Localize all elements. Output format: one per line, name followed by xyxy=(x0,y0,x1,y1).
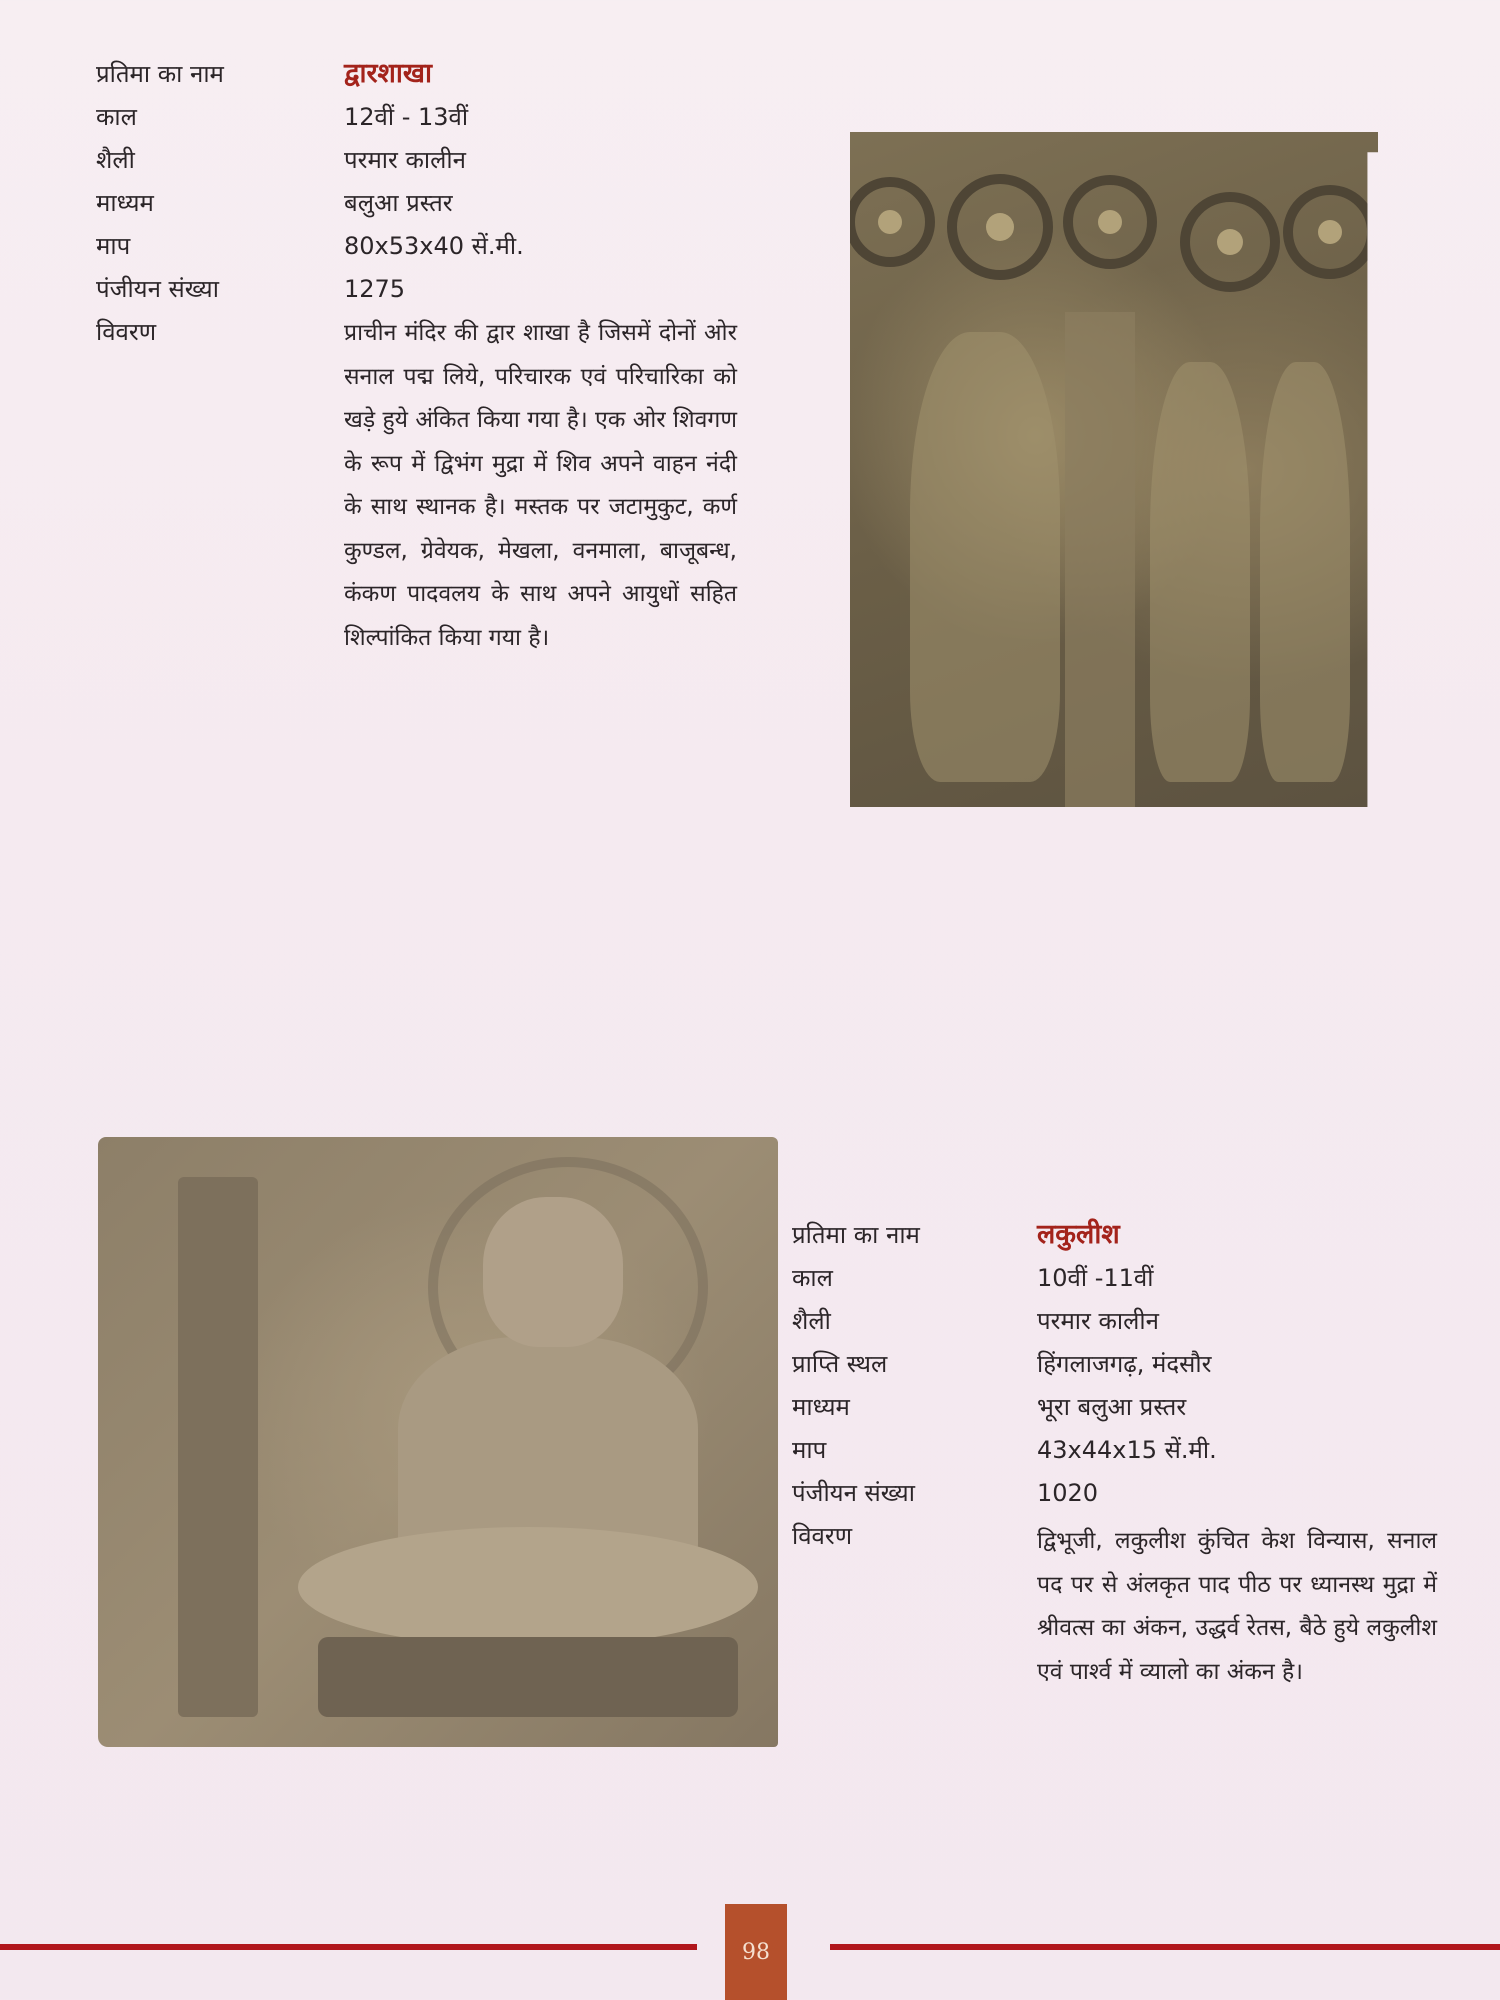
deity-figure xyxy=(910,332,1060,782)
attendant-figure xyxy=(1150,362,1250,782)
page-number: 98 xyxy=(725,1904,787,2000)
period-value: 10वीं -11वीं xyxy=(1037,1264,1154,1292)
findspot-row xyxy=(792,1343,1500,1386)
period-row xyxy=(792,1257,1500,1300)
style-label: शैली xyxy=(792,1307,831,1335)
medium-row xyxy=(96,182,737,225)
name-label: प्रतिमा का नाम xyxy=(96,60,224,88)
size-label: माप xyxy=(96,232,131,260)
style-row xyxy=(96,139,737,182)
name-row xyxy=(96,52,737,96)
style-value: परमार कालीन xyxy=(344,146,466,174)
registration-row xyxy=(792,1472,1500,1515)
footer-rule-left xyxy=(0,1944,697,1950)
scroll-ornament xyxy=(850,132,1378,342)
dwarshakha-photo xyxy=(850,132,1378,807)
artifact-entry-lakulish xyxy=(792,1213,1500,1558)
pillar xyxy=(178,1177,258,1717)
findspot-label: प्राप्ति स्थल xyxy=(792,1350,888,1378)
registration-label: पंजीयन संख्या xyxy=(792,1479,915,1507)
size-value: 80x53x40 सें.मी. xyxy=(344,232,524,260)
attendant-figure xyxy=(1260,362,1350,782)
pillar xyxy=(1065,312,1135,807)
registration-row xyxy=(96,268,737,311)
artifact-title: लकुलीश xyxy=(1037,1219,1120,1250)
medium-value: भूरा बलुआ प्रस्तर xyxy=(1037,1393,1187,1421)
footer-rule-right xyxy=(830,1944,1500,1950)
description-label: विवरण xyxy=(792,1522,853,1550)
description-text: प्राचीन मंदिर की द्वार शाखा है जिसमें दोनों ओर सनाल पद्म लिये, परिचारक एवं परिचारिका को खड़े हुये अंकित किया गया है। एक ओर शिवगण के रूप में द्विभंग मुद्रा में शिव अपने वाहन नंदी के साथ स्थानक है। मस्तक पर जटामुकुट, कर्ण कुण्डल, ग्रेवेयक, मेखला, वनमाला, बाजूबन्ध, कंकण पादवलय के साथ अपने आयुधों सहित शिल्पांकित किया गया है। xyxy=(344,320,737,651)
findspot-value: हिंगलाजगढ़, मंदसौर xyxy=(1037,1350,1212,1378)
period-value: 12वीं - 13वीं xyxy=(344,103,469,131)
medium-label: माध्यम xyxy=(96,189,154,217)
size-row xyxy=(96,225,737,268)
medium-label: माध्यम xyxy=(792,1393,850,1421)
name-row xyxy=(792,1213,1500,1257)
pedestal xyxy=(318,1637,738,1717)
period-row xyxy=(96,96,737,139)
style-value: परमार कालीन xyxy=(1037,1307,1159,1335)
description-row xyxy=(96,311,737,660)
artifact-title: द्वारशाखा xyxy=(344,58,432,89)
size-value: 43x44x15 सें.मी. xyxy=(1037,1436,1217,1464)
deity-head xyxy=(483,1197,623,1347)
registration-label: पंजीयन संख्या xyxy=(96,275,219,303)
medium-row xyxy=(792,1386,1500,1429)
description-label: विवरण xyxy=(96,318,157,346)
period-label: काल xyxy=(792,1264,833,1292)
registration-value: 1275 xyxy=(344,275,406,303)
lakulish-photo xyxy=(98,1137,778,1747)
medium-value: बलुआ प्रस्तर xyxy=(344,189,453,217)
size-label: माप xyxy=(792,1436,827,1464)
artifact-entry-dwarshakha xyxy=(96,52,737,660)
style-label: शैली xyxy=(96,146,135,174)
size-row xyxy=(792,1429,1500,1472)
period-label: काल xyxy=(96,103,137,131)
crossed-legs xyxy=(298,1527,758,1647)
name-label: प्रतिमा का नाम xyxy=(792,1221,920,1249)
style-row xyxy=(792,1300,1500,1343)
description-text: द्विभूजी, लकुलीश कुंचित केश विन्यास, सनाल पद पर से अंलकृत पाद पीठ पर ध्यानस्थ मुद्रा में श्रीवत्स का अंकन, उद्धर्व रेतस, बैठे हुये लकुलीश एवं पार्श्व में व्यालो का अंकन है। xyxy=(1037,1528,1437,1685)
registration-value: 1020 xyxy=(1037,1479,1099,1507)
